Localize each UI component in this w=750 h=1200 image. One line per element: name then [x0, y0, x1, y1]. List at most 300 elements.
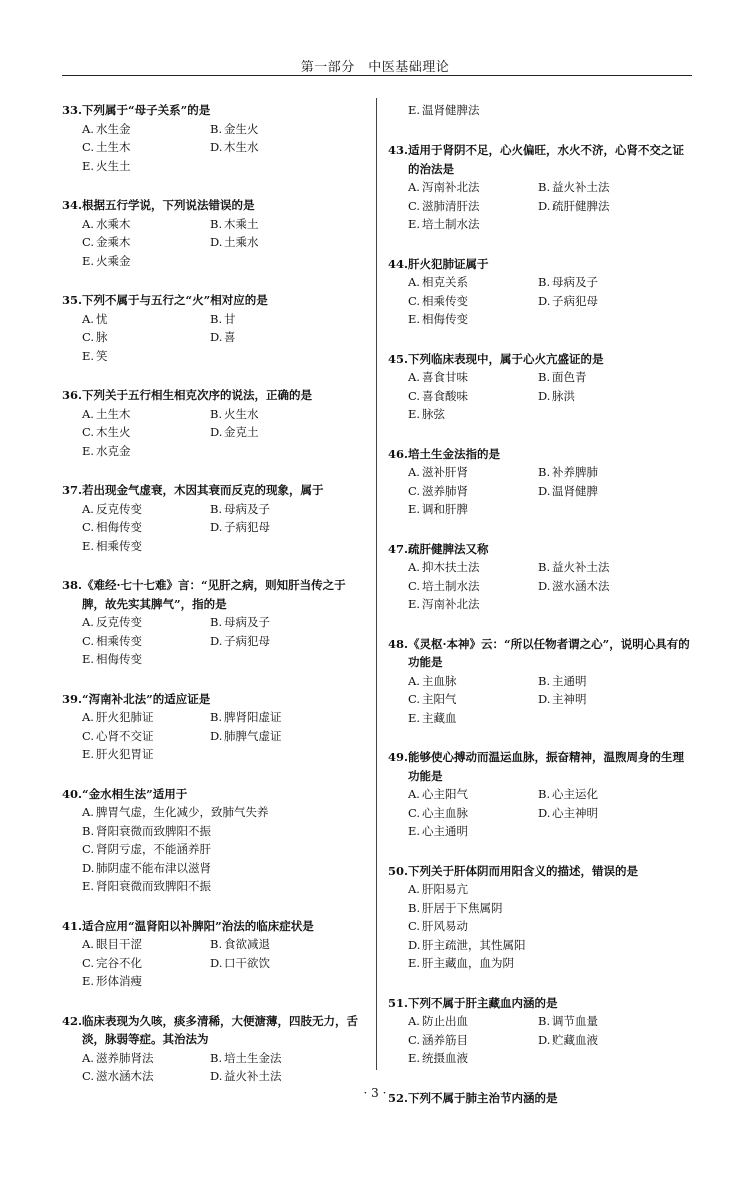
option-letter: E. — [82, 443, 95, 458]
option-text: 肾阳衰微而致脾阳不振 — [96, 823, 211, 838]
option-text: 肾阴亏虚，不能涵养肝 — [96, 842, 211, 856]
option-text: 滋水涵木法 — [552, 578, 610, 593]
option-letter: B. — [538, 1014, 551, 1028]
answer-option — [82, 500, 210, 519]
option-letter: C. — [408, 919, 421, 933]
option-text: 肝火犯肺证 — [96, 710, 154, 724]
option-text: 心肾不交证 — [96, 728, 154, 743]
option-letter: D. — [210, 520, 223, 534]
options-list — [62, 1049, 362, 1086]
option-text: 水克金 — [96, 443, 131, 458]
option-text: 滋养肺肾 — [422, 483, 468, 498]
option-letter: C. — [82, 520, 95, 534]
question-number: 34. — [62, 198, 83, 212]
option-letter: A. — [82, 710, 94, 724]
option-letter: A. — [82, 311, 94, 326]
option-letter: A. — [408, 787, 420, 801]
option-text: 反克传变 — [96, 501, 142, 516]
option-letter: D. — [210, 955, 223, 970]
option-text: 相侮传变 — [96, 520, 142, 534]
answer-option — [82, 138, 210, 157]
answer-option — [538, 690, 693, 709]
option-text: 肝阳易亢 — [422, 882, 468, 896]
answer-option — [408, 215, 538, 234]
option-text: 相乘传变 — [422, 293, 468, 308]
option-letter: B. — [538, 787, 551, 801]
question-number: 52. — [388, 1090, 409, 1105]
answer-option — [538, 387, 693, 406]
option-text: 土生木 — [96, 140, 131, 154]
question-number: 48. — [388, 636, 409, 651]
continued-option — [388, 101, 693, 119]
options-list — [62, 708, 362, 764]
answer-option — [538, 273, 693, 292]
question-number: 33. — [62, 103, 83, 117]
option-text: 肾阳衰微而致脾阳不振 — [96, 879, 211, 893]
question — [62, 101, 362, 175]
question-number: 42. — [62, 1013, 83, 1028]
question-text: 疏肝健脾法又称 — [408, 541, 489, 556]
option-text: 火乘金 — [96, 253, 131, 268]
option-letter: B. — [538, 673, 551, 688]
right-column — [388, 101, 693, 1128]
option-letter: A. — [408, 560, 420, 574]
option-text: 食欲减退 — [224, 937, 270, 951]
question — [388, 141, 693, 234]
option-letter: B. — [210, 406, 223, 421]
option-text: 子病犯母 — [224, 520, 270, 534]
option-letter: D. — [538, 578, 551, 593]
options-list — [62, 405, 362, 461]
option-letter: C. — [82, 633, 95, 648]
option-letter: E. — [408, 710, 421, 725]
question-stem — [388, 141, 693, 178]
options-list — [62, 120, 362, 176]
answer-option — [82, 840, 362, 859]
answer-option — [210, 518, 362, 537]
answer-option — [210, 233, 362, 252]
option-text: 脾胃气虚，生化减少，致肺气失养 — [96, 805, 269, 819]
question-text: 下列不属于与五行之“火”相对应的是 — [82, 293, 268, 307]
answer-option — [82, 727, 210, 746]
answer-option — [210, 500, 362, 519]
answer-option — [538, 804, 693, 823]
answer-option — [210, 215, 362, 234]
answer-option — [408, 880, 693, 899]
answer-option — [82, 632, 210, 651]
option-letter: C. — [82, 425, 95, 439]
options-list — [62, 215, 362, 271]
answer-option — [82, 745, 210, 764]
question-stem — [388, 540, 693, 559]
answer-option — [210, 613, 362, 632]
option-letter: D. — [210, 425, 223, 439]
option-text: 母病及子 — [224, 615, 270, 629]
option-text: 培土制水法 — [422, 578, 480, 593]
option-letter: C. — [408, 198, 421, 213]
question-stem — [62, 481, 362, 500]
option-text: 统摄血液 — [422, 1051, 468, 1065]
answer-option — [408, 822, 538, 841]
option-text: 脾肾阳虚证 — [224, 710, 282, 724]
option-letter: A. — [408, 465, 420, 479]
question-number: 41. — [62, 918, 83, 933]
answer-option — [82, 347, 210, 366]
answer-option — [408, 482, 538, 501]
option-text: 相侮传变 — [422, 312, 468, 326]
option-text: 肝主疏泄，其性属阳 — [422, 937, 526, 952]
option-text: 心主通明 — [422, 824, 468, 838]
option-text: 肺脾气虚证 — [224, 728, 282, 743]
question-text: 根据五行学说，下列说法错误的是 — [82, 198, 255, 212]
options-list — [388, 178, 693, 234]
option-letter: B. — [538, 465, 551, 479]
answer-option — [538, 463, 693, 482]
options-list — [388, 558, 693, 614]
option-letter: D. — [538, 805, 551, 820]
option-letter: C. — [82, 842, 95, 856]
option-letter: A. — [82, 805, 94, 819]
answer-option — [82, 518, 210, 537]
option-text: 完谷不化 — [96, 955, 142, 970]
options-list — [388, 463, 693, 519]
question — [388, 445, 693, 519]
option-letter: E. — [408, 407, 421, 421]
option-letter: B. — [210, 216, 223, 231]
option-letter: D. — [408, 937, 421, 952]
answer-option — [82, 537, 210, 556]
question-stem — [62, 576, 362, 613]
option-letter: D. — [210, 140, 223, 154]
answer-option — [408, 672, 538, 691]
question — [388, 540, 693, 614]
option-text: 心主血脉 — [422, 805, 468, 820]
option-text: 疏肝健脾法 — [552, 198, 610, 213]
question-text: 能够使心搏动而温运血脉，振奋精神，温煦周身的生理功能是 — [408, 750, 685, 783]
question-stem — [388, 635, 693, 672]
question-stem — [62, 785, 362, 804]
question-stem — [388, 862, 693, 881]
option-letter: A. — [82, 121, 94, 136]
option-letter: C. — [82, 330, 95, 344]
option-text: 形体消瘦 — [96, 974, 142, 988]
question-stem — [62, 291, 362, 310]
option-text: 土乘水 — [224, 235, 259, 249]
question — [62, 291, 362, 365]
answer-option — [538, 197, 693, 216]
page-number: · 3 · — [363, 1086, 387, 1100]
option-text: 调和肝脾 — [422, 502, 468, 516]
option-letter: D. — [538, 1032, 551, 1047]
option-text: 肺阴虚不能布津以滋肾 — [96, 860, 211, 875]
answer-option — [82, 310, 210, 329]
answer-option — [408, 310, 538, 329]
question-stem — [388, 748, 693, 785]
answer-option — [408, 387, 538, 406]
option-letter: B. — [538, 560, 551, 574]
question — [62, 196, 362, 270]
option-text: 涵养筋目 — [422, 1032, 468, 1047]
option-text: 抑木扶土法 — [422, 560, 480, 574]
option-letter: A. — [408, 673, 420, 688]
option-letter: D. — [210, 235, 223, 249]
question-stem — [62, 101, 362, 120]
answer-option — [82, 1067, 210, 1086]
question-text: 下列临床表现中，属于心火亢盛证的是 — [408, 351, 604, 366]
option-text: 益火补土法 — [552, 180, 610, 194]
option-text: 贮藏血液 — [552, 1032, 598, 1047]
option-letter: A. — [408, 1014, 420, 1028]
answer-option — [210, 120, 362, 139]
answer-option — [210, 935, 362, 954]
option-text: 笑 — [96, 348, 108, 363]
answer-option — [82, 328, 210, 347]
answer-option — [210, 708, 362, 727]
answer-option — [210, 954, 362, 973]
option-text: 主血脉 — [422, 673, 457, 688]
answer-option — [82, 877, 362, 896]
option-letter: C. — [408, 388, 421, 403]
answer-option — [408, 709, 538, 728]
option-letter: C. — [408, 483, 421, 498]
question — [62, 386, 362, 460]
option-text: 反克传变 — [96, 615, 142, 629]
option-text: 水生金 — [96, 121, 131, 136]
option-text: 泻南补北法 — [422, 180, 480, 194]
answer-option — [408, 1049, 538, 1068]
question-number: 43. — [388, 143, 409, 157]
options-list — [388, 672, 693, 728]
option-letter: D. — [210, 633, 223, 648]
header-rule — [62, 75, 692, 76]
answer-option — [82, 442, 210, 461]
option-text: 脉 — [96, 330, 108, 344]
answer-option — [538, 1012, 693, 1031]
question-stem — [62, 196, 362, 215]
question-number: 51. — [388, 995, 409, 1010]
option-letter: C. — [82, 140, 95, 154]
option-text: 主通明 — [552, 673, 587, 688]
question — [62, 690, 362, 764]
option-letter: E. — [82, 974, 95, 988]
option-letter: E. — [82, 538, 95, 553]
option-letter: D. — [210, 330, 223, 344]
option-text: 木乘土 — [224, 216, 259, 231]
option-text: 相乘传变 — [96, 633, 142, 648]
options-list — [62, 803, 362, 896]
answer-option — [210, 423, 362, 442]
answer-option — [408, 1012, 538, 1031]
answer-option — [82, 120, 210, 139]
option-text: 主神明 — [552, 692, 587, 706]
option-text: 滋补肝肾 — [422, 465, 468, 479]
option-text: 心主运化 — [552, 787, 598, 801]
question — [388, 255, 693, 329]
answer-option — [210, 632, 362, 651]
option-letter: C. — [408, 1032, 421, 1047]
option-text: 温肾健脾法 — [422, 103, 480, 117]
answer-option — [408, 178, 538, 197]
question — [388, 635, 693, 728]
option-letter: A. — [82, 615, 94, 629]
answer-option — [408, 899, 693, 918]
answer-option — [82, 215, 210, 234]
answer-option — [408, 577, 538, 596]
option-text: 补养脾肺 — [552, 465, 598, 479]
question — [62, 576, 362, 669]
option-letter: C. — [82, 955, 95, 970]
option-text: 面色青 — [552, 370, 587, 384]
option-text: 子病犯母 — [552, 293, 598, 308]
option-text: 土生木 — [96, 406, 131, 421]
answer-option — [538, 292, 693, 311]
answer-option — [408, 917, 693, 936]
answer-option — [82, 405, 210, 424]
answer-option — [82, 708, 210, 727]
option-text: 相克关系 — [422, 275, 468, 289]
option-text: 肝居于下焦属阴 — [422, 900, 503, 915]
option-letter: C. — [82, 235, 95, 249]
answer-option — [210, 727, 362, 746]
question-text: 适用于肾阴不足，心火偏旺，水火不济，心肾不交之证的治法是 — [408, 143, 685, 176]
option-letter: B. — [210, 1050, 223, 1065]
answer-option — [408, 1031, 538, 1050]
question — [388, 350, 693, 424]
option-letter: A. — [82, 501, 94, 516]
answer-option — [210, 138, 362, 157]
options-list — [388, 785, 693, 841]
question-text: 肝火犯肺证属于 — [408, 256, 489, 271]
answer-option — [408, 558, 538, 577]
option-letter: E. — [408, 103, 421, 117]
answer-option — [538, 672, 693, 691]
option-text: 主阳气 — [422, 692, 457, 706]
answer-option — [538, 558, 693, 577]
option-text: 脉洪 — [552, 388, 575, 403]
question — [62, 481, 362, 555]
question-number: 35. — [62, 293, 83, 307]
option-text: 泻南补北法 — [422, 597, 480, 611]
option-text: 益火补土法 — [224, 1069, 282, 1083]
question-number: 37. — [62, 483, 83, 497]
option-letter: E. — [82, 652, 95, 666]
answer-option — [408, 785, 538, 804]
option-text: 甘 — [224, 311, 236, 326]
option-letter: B. — [210, 311, 223, 326]
option-text: 心主神明 — [552, 805, 598, 820]
question — [388, 994, 693, 1068]
option-letter: C. — [408, 805, 421, 820]
option-letter: D. — [538, 692, 551, 706]
answer-option — [408, 595, 538, 614]
answer-option — [538, 368, 693, 387]
option-text: 喜食酸味 — [422, 388, 468, 403]
option-text: 母病及子 — [224, 501, 270, 516]
question — [62, 785, 362, 896]
question-stem — [388, 994, 693, 1013]
question-stem — [388, 350, 693, 369]
option-letter: A. — [408, 275, 420, 289]
options-list — [62, 935, 362, 991]
answer-option — [82, 954, 210, 973]
option-letter: D. — [538, 198, 551, 213]
answer-option — [538, 577, 693, 596]
answer-option — [82, 157, 210, 176]
option-text: 木生火 — [96, 425, 131, 439]
question-stem — [62, 386, 362, 405]
option-letter: A. — [408, 180, 420, 194]
option-letter: E. — [82, 158, 95, 173]
question — [388, 862, 693, 973]
options-list — [388, 368, 693, 424]
option-text: 主藏血 — [422, 710, 457, 725]
option-text: 金乘木 — [96, 235, 131, 249]
option-letter: E. — [82, 348, 95, 363]
option-text: 火生水 — [224, 406, 259, 421]
option-letter: D. — [538, 388, 551, 403]
answer-option — [82, 252, 210, 271]
option-text: 木生水 — [224, 140, 259, 154]
answer-option — [408, 690, 538, 709]
options-list — [62, 310, 362, 366]
option-text: 滋养肺肾法 — [96, 1050, 154, 1065]
option-letter: E. — [408, 956, 421, 970]
answer-option — [82, 972, 210, 991]
answer-option — [408, 463, 538, 482]
answer-option — [408, 273, 538, 292]
answer-option — [408, 368, 538, 387]
option-text: 肝风易动 — [422, 919, 468, 933]
option-text: 口干欲饮 — [224, 955, 270, 970]
question-stem — [62, 690, 362, 709]
option-letter: E. — [408, 1051, 421, 1065]
question-number: 39. — [62, 691, 83, 706]
question-number: 47. — [388, 541, 409, 556]
option-text: 金克土 — [224, 425, 259, 439]
option-letter: C. — [408, 578, 421, 593]
column-divider — [376, 98, 377, 1070]
question-stem — [388, 445, 693, 464]
answer-option — [408, 954, 693, 973]
option-letter: B. — [538, 370, 551, 384]
option-letter: C. — [82, 1069, 95, 1083]
answer-option — [538, 482, 693, 501]
option-text: 火生土 — [96, 158, 131, 173]
option-text: 心主阳气 — [422, 787, 468, 801]
answer-option — [408, 936, 693, 955]
option-text: 脉弦 — [422, 407, 445, 421]
question-text: 下列属于“母子关系”的是 — [82, 103, 211, 117]
answer-option — [408, 197, 538, 216]
option-letter: B. — [538, 275, 551, 289]
question-text: 《灵枢·本神》云：“所以任物者谓之心”，说明心具有的功能是 — [408, 636, 690, 669]
question-number: 45. — [388, 351, 409, 366]
option-text: 喜 — [224, 330, 236, 344]
option-letter: B. — [210, 710, 223, 724]
option-letter: A. — [82, 406, 94, 421]
option-letter: A. — [82, 937, 94, 951]
option-letter: D. — [82, 860, 95, 875]
option-text: 眼目干涩 — [96, 937, 142, 951]
option-text: 防止出血 — [422, 1014, 468, 1028]
option-text: 滋肺清肝法 — [422, 198, 480, 213]
question-text: 培土生金法指的是 — [408, 446, 501, 461]
option-letter: B. — [82, 823, 95, 838]
answer-option — [82, 803, 362, 822]
option-letter: E. — [408, 217, 421, 231]
options-list — [388, 880, 693, 973]
option-letter: C. — [82, 728, 95, 743]
